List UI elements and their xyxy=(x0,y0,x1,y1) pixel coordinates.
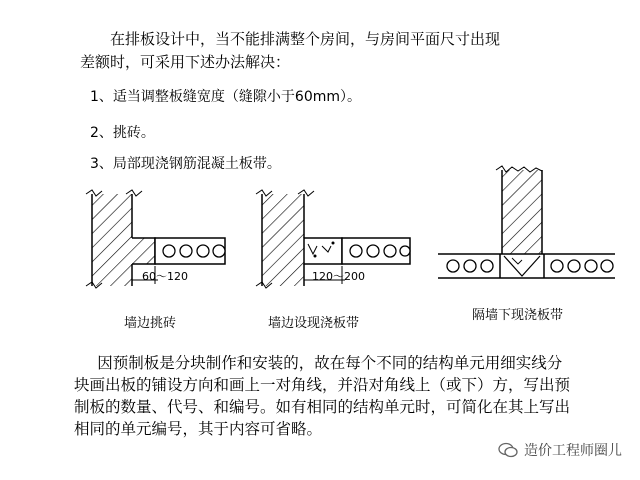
figure-caption-1: 墙边挑砖 xyxy=(124,316,177,331)
wechat-icon xyxy=(498,442,518,458)
figure-caption-2: 墙边设现浇板带 xyxy=(268,316,360,331)
figure-caption-3: 隔墙下现浇板带 xyxy=(472,308,564,323)
intro-paragraph: 在排板设计中，当不能排满整个房间，与房间平面尺寸出现差额时，可采用下述办法解决： xyxy=(80,30,501,71)
body-paragraph: 因预制板是分块制作和安装的，故在每个不同的结构单元用细实线分块画出板的铺设方向和画上一对角线，并沿对角线上（或下）方，写出预制板的数量、代号、和编号。如有相同的结构单元时，可简化在其上写出相同的单元编号，其于内容可省略。 xyxy=(74,354,571,438)
watermark xyxy=(498,440,622,460)
method-item-2: 2、挑砖。 xyxy=(90,125,155,141)
watermark-text: 造价工程师圈儿 xyxy=(524,443,622,459)
method-item-1: 1、适当调整板缝宽度（缝隙小于60mm）。 xyxy=(90,89,361,105)
method-item-3: 3、局部现浇钢筋混凝土板带。 xyxy=(90,156,281,172)
figure-partition-cast-strip xyxy=(438,166,615,278)
dimension-label-2: 120～200 xyxy=(312,270,365,283)
dimension-label-1: 60～120 xyxy=(142,270,188,283)
